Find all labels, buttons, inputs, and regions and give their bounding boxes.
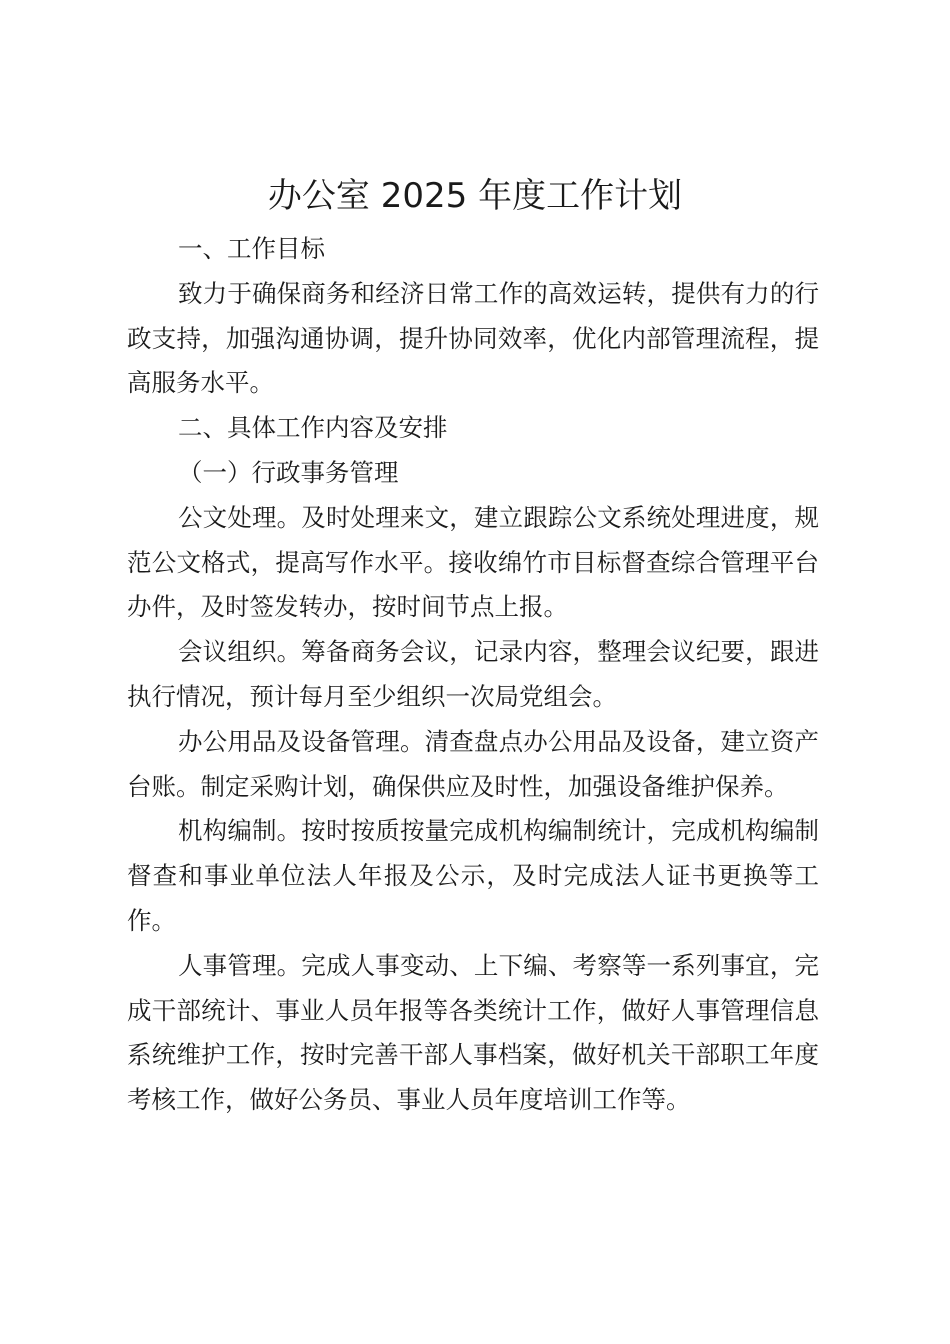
document-body: [127, 227, 819, 1123]
paragraph-document-handling: 公文处理。及时处理来文，建立跟踪公文系统处理进度，规范公文格式，提高写作水平。接收绵竹市目标督查综合管理平台办件，及时签发转办，按时间节点上报。: [127, 502, 819, 622]
paragraph-meeting-organization: 会议组织。筹备商务会议，记录内容，整理会议纪要，跟进执行情况，预计每月至少组织一次局党组会。: [127, 637, 819, 711]
section-heading-goals: 一、工作目标: [178, 234, 325, 263]
paragraph-personnel-management: 人事管理。完成人事变动、上下编、考察等一系列事宜，完成干部统计、事业人员年报等各类统计工作，做好人事管理信息系统维护工作，按时完善干部人事档案，做好机关干部职工年度考核工作，做好公务员、事业人员年度培训工作等。: [127, 950, 819, 1115]
document-title: 办公室 2025 年度工作计划: [267, 176, 683, 216]
section-heading-content: 二、具体工作内容及安排: [178, 413, 448, 443]
subsection-heading-admin: （一）行政事务管理: [178, 457, 399, 487]
paragraph-organization-staffing: 机构编制。按时按质按量完成机构编制统计，完成机构编制督查和事业单位法人年报及公示，及时完成法人证书更换等工作。: [127, 816, 819, 935]
paragraph-goals: 致力于确保商务和经济日常工作的高效运转，提供有力的行政支持，加强沟通协调，提升协同效率，优化内部管理流程，提高服务水平。: [127, 278, 819, 398]
paragraph-office-supplies: 办公用品及设备管理。清查盘点办公用品及设备，建立资产台账。制定采购计划，确保供应及时性，加强设备维护保养。: [127, 726, 819, 801]
